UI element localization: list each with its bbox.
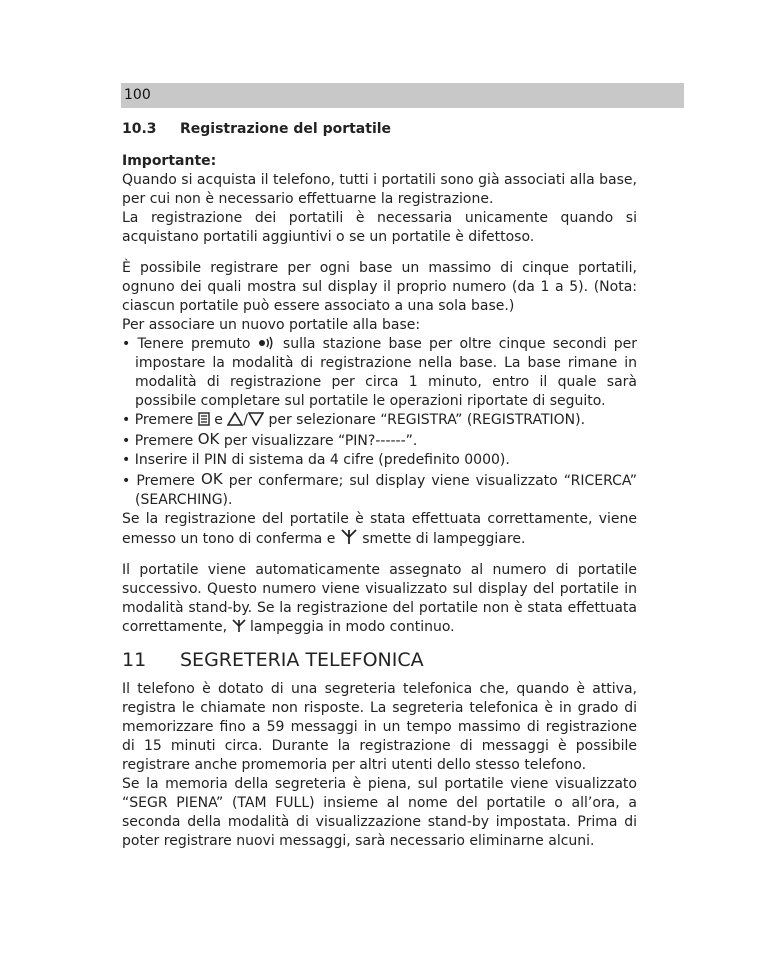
- arrow-up-icon: [227, 412, 243, 426]
- paragraph-text: Se la registrazione del portatile è stata effettuata correttamente, viene emesso un tono di conferma e: [122, 511, 637, 547]
- paragraph-2: La registrazione dei portatili è necessaria unicamente quando si acquistano portatili aggiuntivi o se un portatile è difettoso.: [122, 210, 637, 245]
- ok-key-label: OK: [201, 470, 223, 488]
- section-heading: [122, 120, 637, 139]
- list-item: [122, 430, 637, 451]
- list-item-text: sulla stazione base per oltre cinque secondi per impostare la modalità di registrazione nella base. La base rimane in modalità di registrazione per circa 1 minuto, entro il quale sarà possibile completare sul portatile le operazioni riportate di seguito.: [135, 336, 637, 409]
- paragraph-8: Se la memoria della segreteria è piena, sul portatile viene visualizzato “SEGR PIENA” (TAM FULL) insieme al nome del portatile o all’ora, a seconda della modalità di visualizzazione stand-by impostata. Prima di poter registrare nuovi messaggi, sarà necessario eliminarne alcuni.: [122, 776, 637, 849]
- chapter-heading: [122, 651, 637, 670]
- paragraph-6: [122, 561, 637, 637]
- paragraph-3: È possibile registrare per ogni base un massimo di cinque portatili, ognuno dei quali mostra sul display il proprio numero (da 1 a 5). (Nota: ciascun portatile può essere associato a una sola base.): [122, 260, 637, 314]
- list-item: [122, 470, 637, 510]
- chapter-title: SEGRETERIA TELEFONICA: [180, 649, 424, 671]
- page-number: 100: [124, 87, 151, 103]
- section-number: 10.3: [122, 121, 157, 137]
- section-title: Registrazione del portatile: [180, 121, 392, 137]
- antenna-icon: [232, 619, 246, 633]
- paging-signal-icon: [258, 336, 276, 350]
- list-item: [122, 411, 637, 430]
- instruction-list: [122, 335, 637, 510]
- chapter-number: 11: [122, 649, 147, 671]
- list-item-text: • Premere: [122, 412, 194, 428]
- paragraph-4: Per associare un nuovo portatile alla base:: [122, 317, 421, 333]
- paragraph-1: Quando si acquista il telefono, tutti i portatili sono già associati alla base, per cui non è necessario effettuarne la registrazione.: [122, 172, 637, 207]
- paragraph-5: [122, 510, 637, 549]
- list-item: [122, 335, 637, 411]
- page-content: [122, 120, 637, 851]
- list-item-text: e: [214, 412, 223, 428]
- paragraph-text: smette di lampeggiare.: [362, 531, 526, 547]
- list-item-text: per confermare; sul display viene visualizzato “RICERCA” (SEARCHING).: [135, 473, 638, 508]
- paragraph-7: Il telefono è dotato di una segreteria telefonica che, quando è attiva, registra le chiamate non risposte. La segreteria telefonica è in grado di memorizzare fino a 59 messaggi in un tempo massimo di registrazione di 15 minuti circa. Durante la registrazione di messaggi è possibile registrare anche promemoria per altri utenti dello stesso telefono.: [122, 681, 637, 773]
- list-item-text: • Premere: [122, 473, 195, 489]
- important-label: Importante:: [122, 153, 217, 169]
- list-item: • Inserire il PIN di sistema da 4 cifre (predefinito 0000).: [122, 452, 510, 468]
- antenna-icon: [340, 529, 358, 545]
- page-header-bar: [121, 83, 684, 108]
- menu-icon: [198, 412, 210, 426]
- list-item-text: per selezionare “REGISTRA” (REGISTRATION).: [268, 412, 586, 428]
- paragraph-text: lampeggia in modo continuo.: [249, 619, 455, 635]
- list-item-text: per visualizzare “PIN?------”.: [223, 433, 418, 449]
- list-item-text: • Tenere premuto: [122, 336, 251, 352]
- arrow-down-icon: [248, 412, 264, 426]
- list-item-text: /: [243, 412, 248, 428]
- ok-key-label: OK: [197, 430, 220, 448]
- important-paragraph: [122, 152, 637, 209]
- paragraph-text: Il portatile viene automaticamente assegnato al numero di portatile successivo. Questo numero viene visualizzato sul display del portatile in modalità stand-by. Se la registrazione del portatile non è stata effettuata correttamente,: [122, 562, 637, 635]
- list-item-text: • Premere: [122, 433, 194, 449]
